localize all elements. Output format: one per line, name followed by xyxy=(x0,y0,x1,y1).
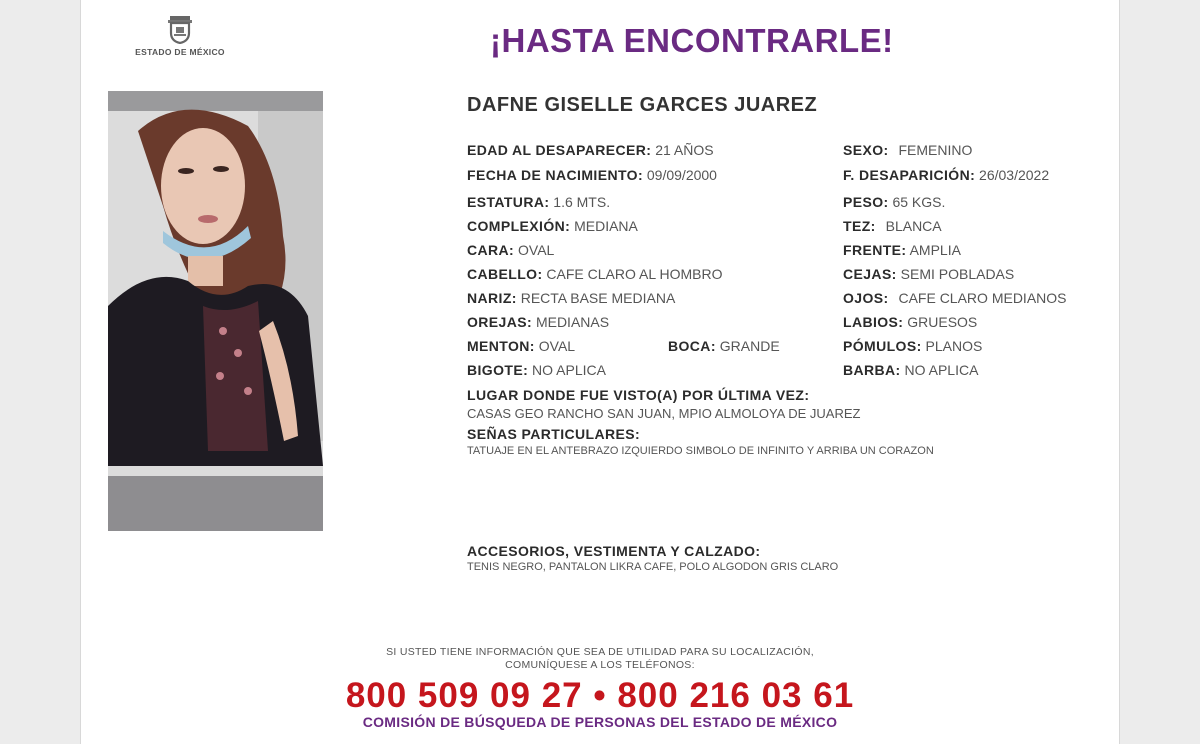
field-label: OJOS: xyxy=(843,290,889,306)
field-peso xyxy=(843,194,945,210)
logo-text: ESTADO DE MÉXICO xyxy=(135,47,225,57)
field-label: CARA: xyxy=(467,242,515,258)
field-bigote xyxy=(467,362,606,378)
field-label: FECHA DE NACIMIENTO: xyxy=(467,167,643,183)
field-label: CABELLO: xyxy=(467,266,543,282)
field-value: CAFE CLARO MEDIANOS xyxy=(898,290,1067,306)
field-label: TEZ: xyxy=(843,218,876,234)
field-value: RECTA BASE MEDIANA xyxy=(520,290,676,306)
field-label: COMPLEXIÓN: xyxy=(467,218,571,234)
field-value: NO APLICA xyxy=(904,362,979,378)
missing-person-photo xyxy=(108,91,323,531)
senas-text: TATUAJE EN EL ANTEBRAZO IZQUIERDO SIMBOLO DE INFINITO Y ARRIBA UN CORAZON xyxy=(467,445,934,457)
field-label: PÓMULOS: xyxy=(843,338,922,354)
field-value: GRUESOS xyxy=(907,314,978,330)
field-tez xyxy=(843,218,942,234)
footer-info-line2: COMUNÍQUESE A LOS TELÉFONOS: xyxy=(505,659,695,671)
field-cara xyxy=(467,242,554,258)
field-sexo xyxy=(843,142,972,158)
headline: ¡HASTA ENCONTRARLE! xyxy=(490,22,894,59)
field-f-desaparicion xyxy=(843,167,1049,183)
field-label: BOCA: xyxy=(668,338,716,354)
field-value: OVAL xyxy=(518,242,555,258)
field-value: MEDIANAS xyxy=(535,314,610,330)
field-value: OVAL xyxy=(538,338,576,354)
field-label: LABIOS: xyxy=(843,314,904,330)
field-barba xyxy=(843,362,978,378)
lugar-text: CASAS GEO RANCHO SAN JUAN, MPIO ALMOLOYA DE JUAREZ xyxy=(467,406,861,421)
person-photo-illustration xyxy=(108,91,323,531)
field-label: PESO: xyxy=(843,194,889,210)
accesorios-text: TENIS NEGRO, PANTALON LIKRA CAFE, POLO ALGODON GRIS CLARO xyxy=(467,561,839,573)
field-menton xyxy=(467,338,575,354)
field-value: CAFE CLARO AL HOMBRO xyxy=(546,266,723,282)
field-labios xyxy=(843,314,977,330)
field-label: BIGOTE: xyxy=(467,362,529,378)
field-value: 09/09/2000 xyxy=(646,167,717,183)
estado-de-mexico-logo xyxy=(130,14,230,57)
field-value: FEMENINO xyxy=(898,142,973,158)
field-complexion xyxy=(467,218,638,234)
coat-of-arms-icon xyxy=(166,14,194,44)
field-value: 21 AÑOS xyxy=(655,142,714,158)
field-label: MENTON: xyxy=(467,338,535,354)
field-cejas xyxy=(843,266,1014,282)
field-value: PLANOS xyxy=(925,338,983,354)
field-label: BARBA: xyxy=(843,362,901,378)
field-label: EDAD AL DESAPARECER: xyxy=(467,142,652,158)
field-label: F. DESAPARICIÓN: xyxy=(843,167,976,183)
field-edad xyxy=(467,142,714,158)
field-label: CEJAS: xyxy=(843,266,897,282)
field-value: NO APLICA xyxy=(532,362,606,378)
field-label: SEXO: xyxy=(843,142,889,158)
field-fecha-nacimiento xyxy=(467,167,717,183)
field-estatura xyxy=(467,194,610,210)
field-label: ESTATURA: xyxy=(467,194,550,210)
field-value: 1.6 MTS. xyxy=(553,194,611,210)
field-cabello xyxy=(467,266,723,282)
accesorios-title: ACCESORIOS, VESTIMENTA Y CALZADO: xyxy=(467,543,761,559)
field-orejas xyxy=(467,314,609,330)
field-frente xyxy=(843,242,961,258)
field-nariz xyxy=(467,290,675,306)
lugar-title: LUGAR DONDE FUE VISTO(A) POR ÚLTIMA VEZ: xyxy=(467,387,810,403)
field-label: FRENTE: xyxy=(843,242,907,258)
footer-info-line1: SI USTED TIENE INFORMACIÓN QUE SEA DE UTILIDAD PARA SU LOCALIZACIÓN, xyxy=(386,646,814,658)
field-ojos xyxy=(843,290,1067,306)
field-value: SEMI POBLADAS xyxy=(900,266,1015,282)
person-name: DAFNE GISELLE GARCES JUAREZ xyxy=(467,94,818,116)
field-value: 65 KGS. xyxy=(892,194,946,210)
field-label: OREJAS: xyxy=(467,314,533,330)
senas-title: SEÑAS PARTICULARES: xyxy=(467,426,641,442)
field-boca xyxy=(668,338,780,354)
field-value: MEDIANA xyxy=(574,218,638,234)
field-value: AMPLIA xyxy=(909,242,961,258)
field-value: BLANCA xyxy=(885,218,942,234)
field-value: GRANDE xyxy=(719,338,780,354)
field-pomulos xyxy=(843,338,982,354)
phone-numbers: 800 509 09 27 • 800 216 03 61 xyxy=(345,676,855,715)
field-label: NARIZ: xyxy=(467,290,517,306)
commission-name: COMISIÓN DE BÚSQUEDA DE PERSONAS DEL ESTADO DE MÉXICO xyxy=(362,714,838,730)
field-value: 26/03/2022 xyxy=(979,167,1050,183)
